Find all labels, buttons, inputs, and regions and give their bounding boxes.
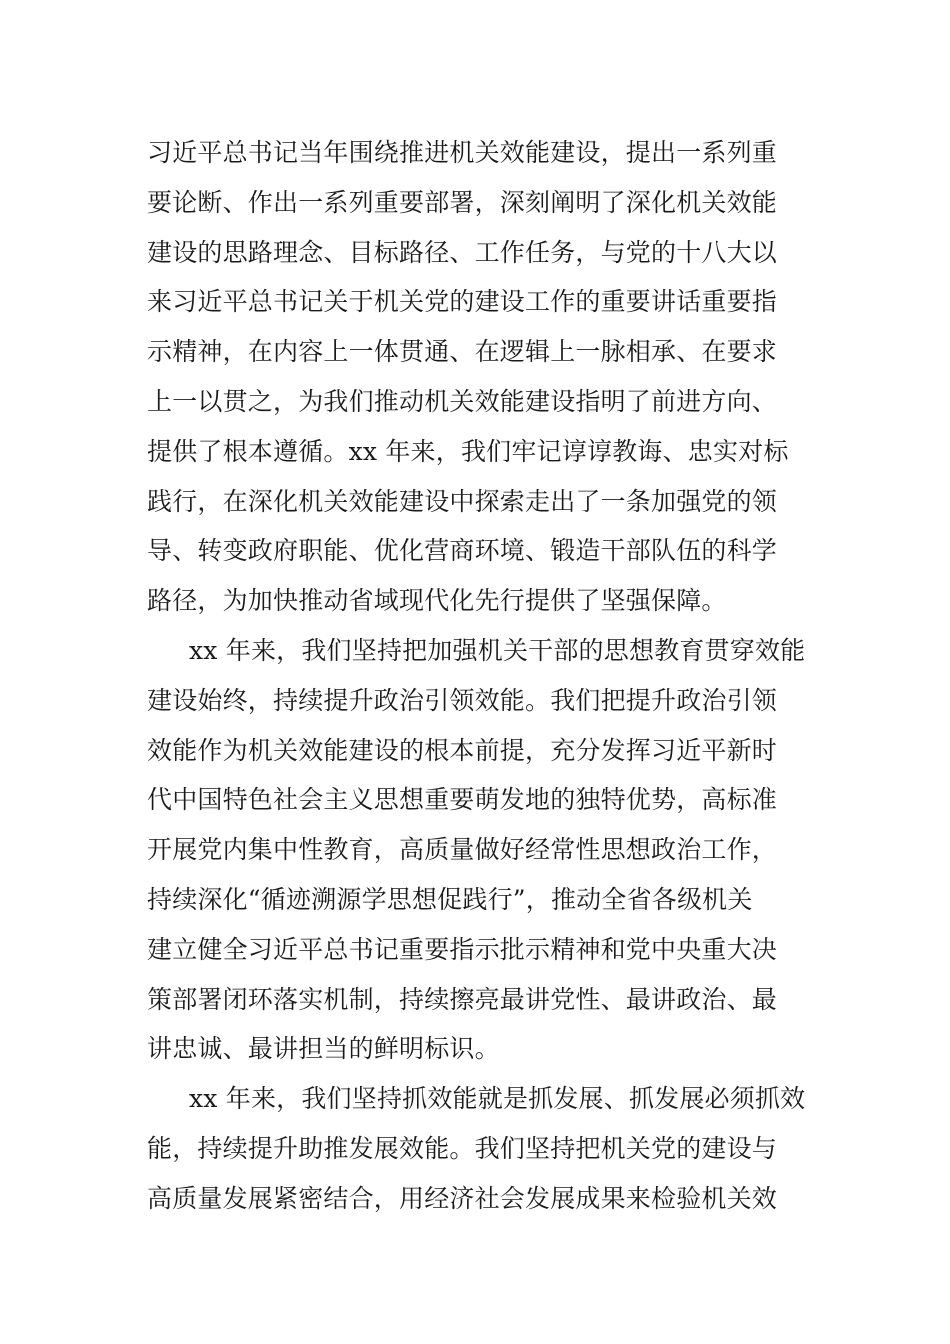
text-line: 能，持续提升助推发展效能。我们坚持把机关党的建设与 [147,1133,778,1163]
text-line: 建设始终，持续提升政治引领效能。我们把提升政治引领 [147,685,778,715]
document-page [147,128,807,1224]
text-line: xx 年来，我们坚持抓效能就是抓发展、抓发展必须抓效 [189,1084,806,1114]
text-line: 导、转变政府职能、优化营商环境、锻造干部队伍的科学 [147,536,778,566]
text-line: 上一以贯之，为我们推动机关效能建设指明了前进方向、 [147,386,778,416]
text-line: 提供了根本遵循。xx 年来，我们牢记谆谆教诲、忠实对标 [147,436,789,466]
paragraph-3 [147,1074,807,1223]
text-line: 践行，在深化机关效能建设中探索走出了一条加强党的领 [147,486,778,516]
text-line: 示精神，在内容上一体贯通、在逻辑上一脉相承、在要求 [147,337,778,367]
text-line: xx 年来，我们坚持把加强机关干部的思想教育贯穿效能 [189,635,806,665]
text-line: 建设的思路理念、目标路径、工作任务，与党的十八大以 [147,237,778,267]
text-line: 持续深化“循迹溯源学思想促践行”，推动全省各级机关 [147,884,753,914]
text-line: 策部署闭环落实机制，持续擦亮最讲党性、最讲政治、最 [147,984,778,1014]
text-line: 来习近平总书记关于机关党的建设工作的重要讲话重要指 [147,287,778,317]
text-line: 高质量发展紧密结合，用经济社会发展成果来检验机关效 [147,1183,778,1213]
paragraph-1 [147,128,807,626]
text-line: 代中国特色社会主义思想重要萌发地的独特优势，高标准 [147,785,778,815]
text-line: 效能作为机关效能建设的根本前提，充分发挥习近平新时 [147,735,778,765]
text-line: 习近平总书记当年围绕推进机关效能建设，提出一系列重 [147,138,778,167]
text-line: 路径，为加快推动省域现代化先行提供了坚强保障。 [147,586,727,616]
text-line: 开展党内集中性教育，高质量做好经常性思想政治工作， [147,835,778,865]
text-line: 要论断、作出一系列重要部署，深刻阐明了深化机关效能 [147,187,778,217]
text-line: 讲忠诚、最讲担当的鲜明标识。 [147,1034,500,1064]
paragraph-2 [147,626,807,1074]
text-line: 建立健全习近平总书记重要指示批示精神和党中央重大决 [147,934,778,964]
